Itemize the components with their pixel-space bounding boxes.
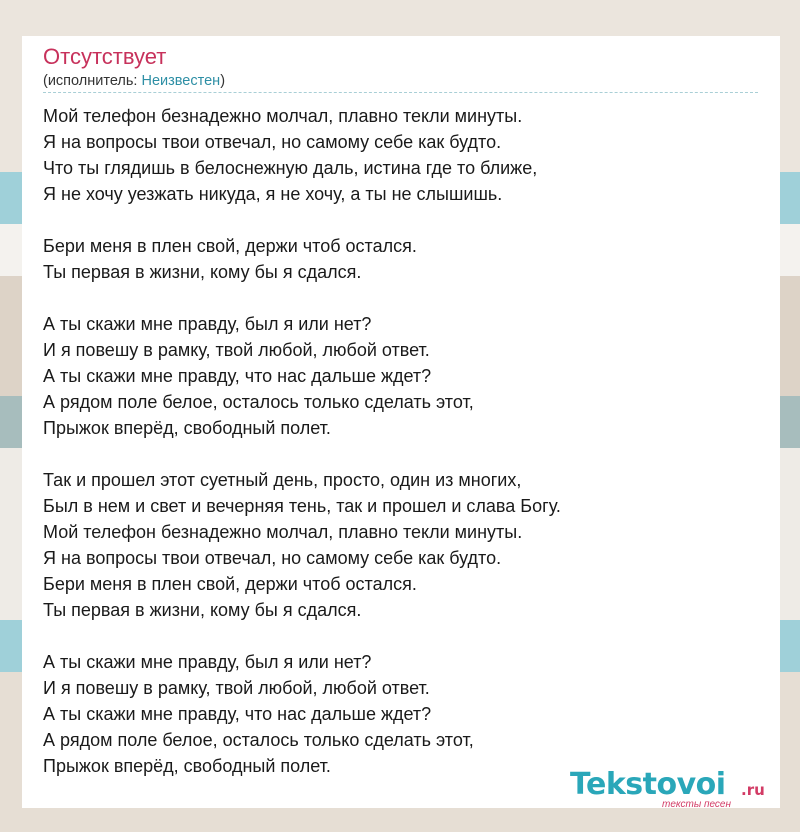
- lyric-line: Прыжок вперёд, свободный полет.: [43, 418, 331, 438]
- lyric-line: А ты скажи мне правду, был я или нет?: [43, 314, 372, 334]
- lyric-line: А рядом поле белое, осталось только сделать этот,: [43, 392, 474, 412]
- lyric-line: Бери меня в плен свой, держи чтоб остался.: [43, 236, 417, 256]
- lyric-line: Что ты глядишь в белоснежную даль, истина где то ближе,: [43, 158, 538, 178]
- artist-link[interactable]: Неизвестен: [141, 73, 221, 89]
- song-title: Отсутствует: [43, 44, 167, 69]
- lyric-line: А ты скажи мне правду, что нас дальше ждет?: [43, 366, 432, 386]
- lyric-line: Прыжок вперёд, свободный полет.: [43, 756, 331, 776]
- site-logo[interactable]: [570, 768, 778, 812]
- lyrics-text: [43, 103, 759, 779]
- lyric-line: Бери меня в плен свой, держи чтоб остался.: [43, 574, 417, 594]
- lyric-line: Ты первая в жизни, кому бы я сдался.: [43, 600, 362, 620]
- lyric-line: И я повешу в рамку, твой любой, любой ответ.: [43, 678, 430, 698]
- artist-line: [43, 71, 758, 93]
- lyric-line: И я повешу в рамку, твой любой, любой ответ.: [43, 340, 430, 360]
- lyric-line: Ты первая в жизни, кому бы я сдался.: [43, 262, 362, 282]
- artist-prefix: (исполнитель:: [43, 73, 142, 89]
- lyric-line: Был в нем и свет и вечерняя тень, так и прошел и слава Богу.: [43, 496, 561, 516]
- logo-wordmark: Tekstovoi: [570, 767, 726, 802]
- lyric-line: А рядом поле белое, осталось только сделать этот,: [43, 730, 474, 750]
- lyric-line: Я на вопросы твои отвечал, но самому себе как будто.: [43, 548, 502, 568]
- stanza: [43, 649, 759, 779]
- lyric-line: Мой телефон безнадежно молчал, плавно текли минуты.: [43, 106, 523, 126]
- lyric-line: А ты скажи мне правду, был я или нет?: [43, 652, 372, 672]
- stanza: [43, 233, 759, 285]
- lyric-line: А ты скажи мне правду, что нас дальше ждет?: [43, 704, 432, 724]
- lyric-line: Мой телефон безнадежно молчал, плавно текли минуты.: [43, 522, 523, 542]
- lyric-line: Я не хочу уезжать никуда, я не хочу, а ты не слышишь.: [43, 184, 503, 204]
- lyric-line: Я на вопросы твои отвечал, но самому себе как будто.: [43, 132, 502, 152]
- artist-suffix: ): [220, 73, 226, 89]
- lyric-line: Так и прошел этот суетный день, просто, один из многих,: [43, 470, 522, 490]
- stanza: [43, 311, 759, 441]
- logo-tagline: тексты песен: [662, 799, 731, 810]
- logo-domain-suffix: .ru: [741, 781, 765, 799]
- lyrics-card: [22, 36, 780, 808]
- stanza: [43, 103, 759, 207]
- stanza: [43, 467, 759, 623]
